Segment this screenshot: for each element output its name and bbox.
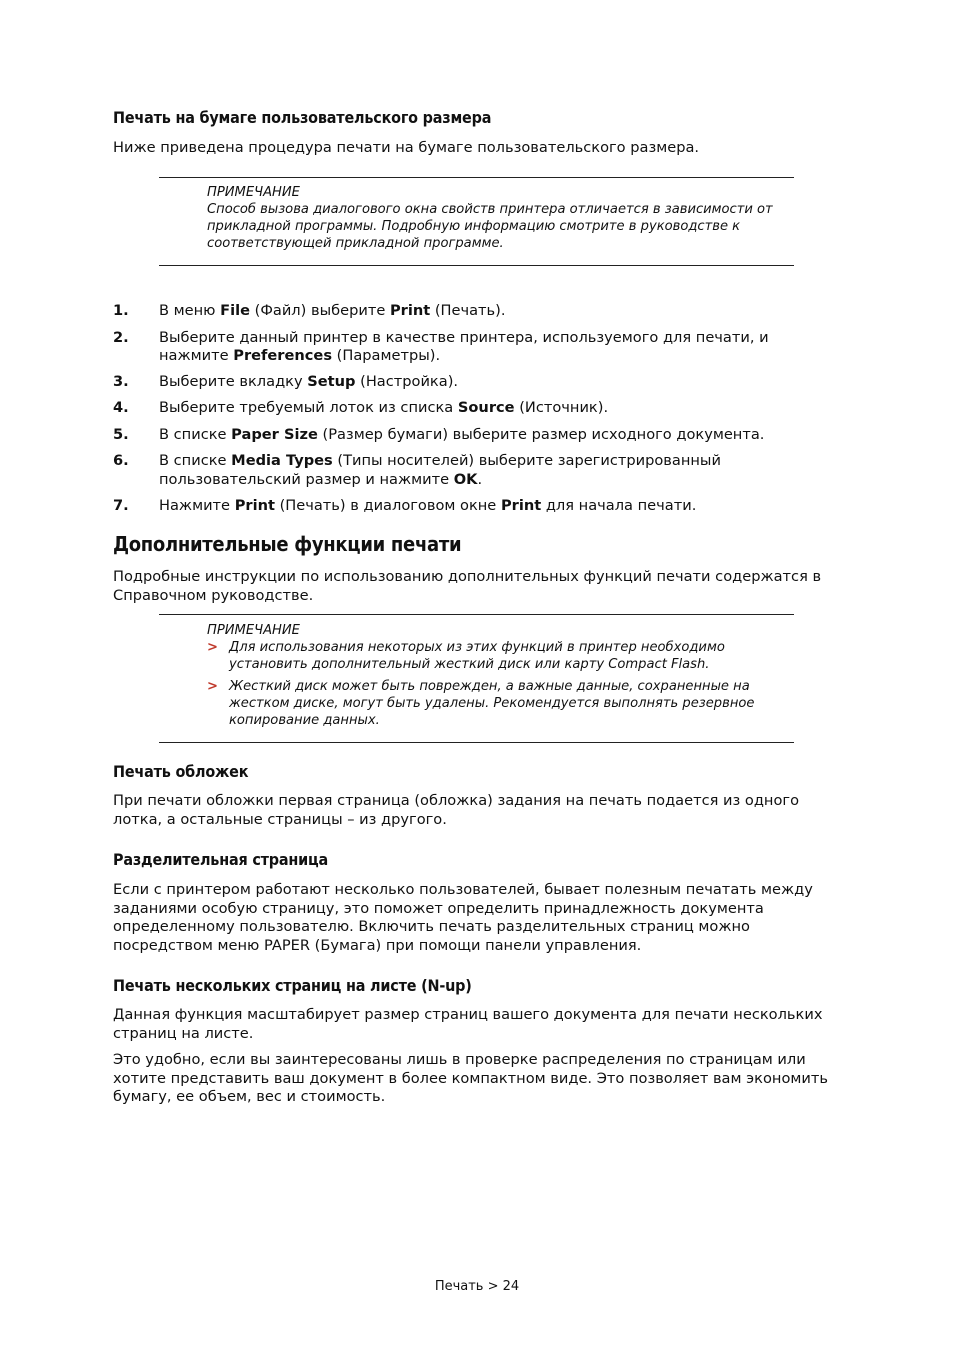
step-text-run: В списке	[159, 425, 232, 443]
step-number: 3.	[113, 372, 129, 390]
ui-term: File	[220, 302, 250, 319]
section-heading-nup: Печать нескольких страниц на листе (N-up)	[113, 976, 472, 995]
step-number: 1.	[113, 302, 129, 319]
note-bottom-rule	[159, 742, 794, 743]
note-box-2	[207, 622, 767, 729]
ui-term: Print	[500, 497, 542, 514]
section-intro-custom-size: Ниже приведена процедура печати на бумаге пользовательского размера.	[113, 139, 700, 156]
section-heading-advanced: Дополнительные функции печати	[113, 532, 462, 556]
step-text	[159, 399, 608, 416]
step-text-run: Выберите требуемый лоток из списка	[159, 399, 458, 416]
bullet-marker-icon: >	[207, 640, 218, 655]
ui-term: OK	[453, 470, 478, 488]
ui-term: Paper Size	[231, 425, 318, 443]
note-box-1	[207, 184, 782, 252]
note-bullet-text: Жесткий диск может быть поврежден, а важные данные, сохраненные на жестком диске, могут быть удалены. Рекомендуется выполнять резервное копирование данных.	[229, 679, 755, 728]
ui-term: Source	[457, 399, 515, 416]
step-number: 2.	[113, 328, 129, 346]
step-text-run: Нажмите	[159, 497, 235, 514]
step-text-run: В меню	[159, 302, 221, 319]
step-text	[159, 452, 721, 488]
step-text-run: Выберите вкладку	[159, 372, 308, 390]
step-text	[159, 329, 769, 365]
step-text-run: (Печать).	[430, 302, 506, 319]
nup-text-1: Данная функция масштабирует размер страниц вашего документа для печати нескольких страниц на листе.	[113, 1006, 823, 1042]
step-text-run: для начала печати.	[541, 497, 697, 514]
step-item	[113, 497, 813, 516]
note-bottom-rule	[159, 265, 794, 266]
note-top-rule	[159, 177, 794, 178]
step-number: 4.	[113, 399, 129, 416]
nup-text-2: Это удобно, если вы заинтересованы лишь в проверке распределения по страницам или хотите представить ваш документ в более компактном виде. Это позволяет вам экономить бумагу, ее объем, вес и стоимость.	[113, 1051, 828, 1105]
step-text-run: (Параметры).	[332, 347, 441, 364]
covers-text: При печати обложки первая страница (обложка) задания на печать подается из одного лотка, а остальные страницы – из другого.	[113, 792, 799, 828]
step-text-run: (Настройка).	[355, 372, 459, 390]
step-text-run: .	[477, 470, 483, 488]
ui-term: Print	[234, 497, 275, 514]
step-text-run: (Печать) в диалоговом окне	[274, 497, 501, 514]
step-text-run: В списке	[159, 452, 232, 469]
ui-term: Print	[389, 302, 431, 319]
note-bullet-text: Для использования некоторых из этих функций в принтер необходимо установить дополнительный жесткий диск или карту Compact Flash.	[229, 640, 725, 672]
note-top-rule	[159, 614, 794, 615]
separator-text: Если с принтером работают несколько пользователей, бывает полезным печатать между заданиями особую страницу, это поможет определить принадлежность документа определенному пользователю. Включить печать разделительных страниц можно посредством меню PAPER (Бумага) при помощи панели управления.	[113, 881, 813, 954]
step-text-run: (Размер бумаги) выберите размер исходного документа.	[317, 425, 765, 443]
steps-list	[113, 302, 813, 516]
page-footer: Печать > 24	[434, 1279, 520, 1294]
ui-term: Media Types	[231, 452, 333, 469]
note-bullet-item	[207, 639, 767, 673]
ui-term: Setup	[307, 372, 356, 390]
step-text-run: (Файл) выберите	[249, 302, 390, 319]
step-item	[113, 302, 813, 321]
section-heading-covers: Печать обложек	[113, 762, 249, 781]
bullet-marker-icon: >	[207, 679, 218, 694]
step-number: 5.	[113, 425, 129, 443]
step-item	[113, 399, 813, 418]
ui-term: Preferences	[233, 347, 333, 364]
step-text	[159, 373, 458, 390]
note-bullet-item	[207, 678, 767, 729]
step-number: 7.	[113, 497, 129, 514]
step-text	[159, 302, 506, 319]
step-text	[159, 497, 696, 514]
section-heading-separator: Разделительная страница	[113, 850, 329, 869]
step-item	[113, 452, 813, 489]
note-text: Способ вызова диалогового окна свойств принтера отличается в зависимости от прикладной программы. Подробную информацию смотрите в руководстве к соответствующей прикладной программе.	[207, 202, 773, 251]
step-item	[113, 329, 813, 366]
step-text	[159, 426, 764, 443]
step-item	[113, 373, 813, 392]
section-heading-custom-size: Печать на бумаге пользовательского размера	[113, 108, 492, 127]
step-text-run: Выберите данный принтер в качестве принтера, используемого для печати, и нажмите	[159, 328, 769, 364]
step-number: 6.	[113, 452, 129, 469]
step-item	[113, 426, 813, 445]
step-text-run: (Источник).	[514, 399, 609, 416]
step-text-run: (Типы носителей) выберите зарегистрированный пользовательский размер и нажмите	[159, 452, 721, 488]
section-intro-advanced: Подробные инструкции по использованию дополнительных функций печати содержатся в Справочном руководстве.	[113, 568, 822, 604]
note-label: ПРИМЕЧАНИЕ	[207, 623, 300, 638]
note-label: ПРИМЕЧАНИЕ	[207, 185, 300, 200]
